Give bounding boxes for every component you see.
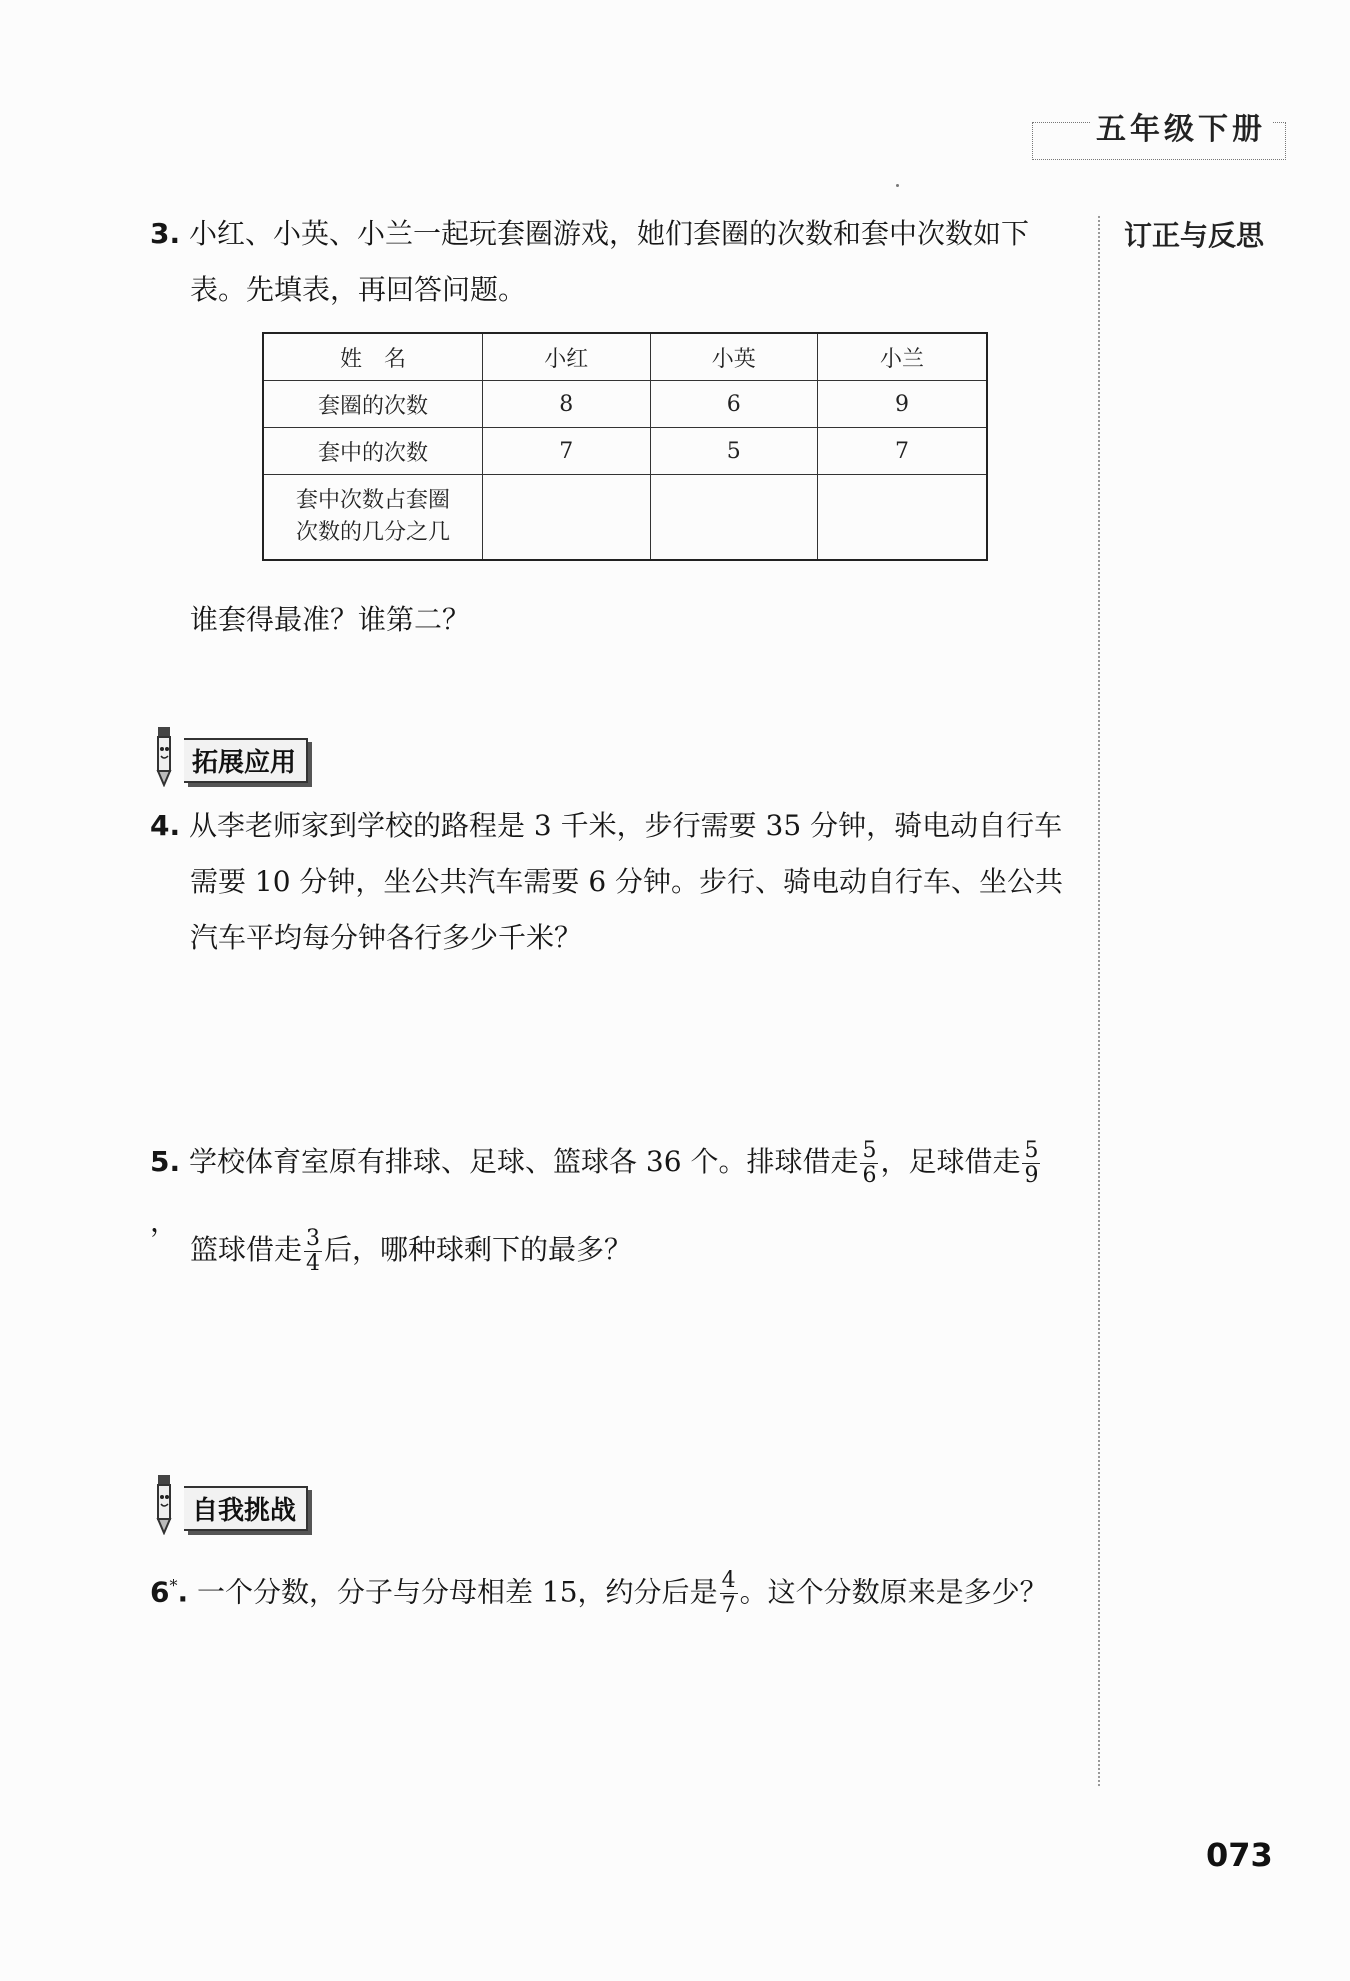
table-cell: 7	[818, 428, 987, 475]
question-4	[150, 798, 1070, 966]
numerator: 5	[862, 1138, 877, 1163]
print-dot	[896, 184, 899, 187]
question-6	[150, 1556, 1070, 1622]
table-row	[263, 475, 987, 561]
table-header-cell: 小英	[650, 333, 818, 381]
fraction	[860, 1139, 878, 1188]
question-number-dot: .	[177, 1575, 189, 1609]
question-text: 从李老师家到学校的路程是 3 千米，步行需要 35 分钟，骑电动自行车	[189, 809, 1063, 842]
numerator: 5	[1024, 1138, 1039, 1163]
sidebar-divider	[1098, 216, 1100, 1786]
answer-cell[interactable]	[818, 475, 987, 561]
grade-label: 五年级下册	[1090, 104, 1272, 148]
section-badge-extend	[150, 738, 308, 782]
table-row-label: 套中的次数	[263, 428, 483, 475]
question-text: ，足球借走	[880, 1145, 1021, 1178]
denominator: 7	[721, 1593, 736, 1619]
page-number: 073	[1206, 1836, 1273, 1874]
question-text: ，	[150, 1205, 179, 1238]
table-header-cell: 小红	[483, 333, 651, 381]
question-text: 表。先填表，再回答问题。	[190, 273, 527, 306]
question-text: 汽车平均每分钟各行多少千米？	[190, 921, 583, 954]
fraction	[720, 1569, 738, 1618]
table-header-cell: 姓 名	[263, 333, 483, 381]
question-3-followup: 谁套得最准？谁第二？	[190, 603, 471, 636]
question-text: 。这个分数原来是多少？	[739, 1575, 1048, 1609]
question-text: 需要 10 分钟，坐公共汽车需要 6 分钟。步行、骑电动自行车、坐公共	[190, 865, 1064, 898]
answer-cell[interactable]	[483, 475, 651, 561]
section-badge-label: 自我挑战	[184, 1486, 308, 1531]
section-badge-label: 拓展应用	[184, 738, 308, 783]
pencil-icon	[150, 1473, 178, 1535]
table-row	[263, 333, 987, 381]
question-5-line2	[190, 1220, 1110, 1280]
table-cell: 6	[650, 381, 818, 428]
table-header-cell: 小兰	[818, 333, 987, 381]
row-label-line: 套中次数占套圈	[295, 488, 450, 513]
table-row-label	[263, 475, 483, 561]
table-cell: 9	[818, 381, 987, 428]
table-row-label: 套圈的次数	[263, 381, 483, 428]
table-cell: 5	[650, 428, 818, 475]
question-number: 5.	[150, 1145, 181, 1178]
fraction	[304, 1227, 322, 1276]
table-cell: 8	[483, 381, 651, 428]
question-number: 3.	[150, 217, 181, 250]
section-badge-challenge	[150, 1486, 308, 1530]
answer-cell[interactable]	[650, 475, 818, 561]
question-text: 学校体育室原有排球、足球、篮球各 36 个。排球借走	[189, 1145, 859, 1178]
row-label-line: 次数的几分之几	[295, 520, 450, 545]
ring-toss-table	[262, 332, 988, 561]
table-cell: 7	[483, 428, 651, 475]
denominator: 4	[306, 1251, 321, 1276]
question-number: 4.	[150, 809, 181, 842]
table-row	[263, 381, 987, 428]
question-text: 篮球借走	[190, 1233, 303, 1266]
numerator: 3	[306, 1226, 321, 1251]
question-text: 后，哪种球剩下的最多？	[324, 1233, 633, 1266]
numerator: 4	[721, 1568, 736, 1594]
fraction	[1022, 1139, 1040, 1188]
question-text: 小红、小英、小兰一起玩套圈游戏，她们套圈的次数和套中次数如下	[189, 217, 1030, 250]
correction-reflection-title: 订正与反思	[1124, 219, 1265, 252]
challenge-star: *	[169, 1576, 178, 1595]
question-3	[150, 206, 1070, 318]
denominator: 6	[862, 1163, 877, 1188]
question-number: 6	[150, 1575, 170, 1609]
pencil-icon	[150, 725, 178, 787]
table-row	[263, 428, 987, 475]
denominator: 9	[1024, 1163, 1039, 1188]
question-text: 一个分数，分子与分母相差 15，约分后是	[197, 1575, 718, 1609]
